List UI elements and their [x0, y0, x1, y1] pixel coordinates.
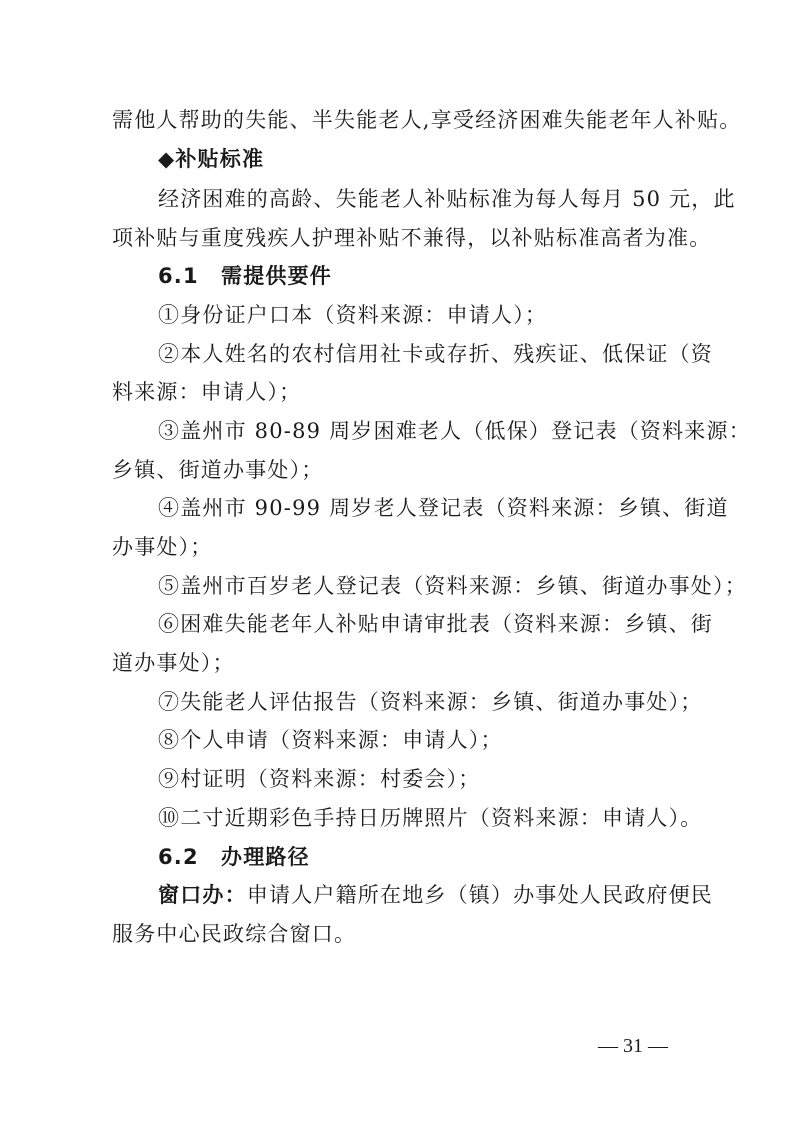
subsidy-standard-heading-text: 补贴标准 — [175, 147, 265, 171]
requirement-item-6-line-1: ⑥困难失能老年人补贴申请审批表（资料来源：乡镇、街 — [158, 612, 713, 636]
subsidy-paragraph-line-1: 经济困难的高龄、失能老人补贴标准为每人每月 50 元，此 — [158, 187, 736, 211]
requirement-item-5: ⑤盖州市百岁老人登记表（资料来源：乡镇、街道办事处）； — [158, 574, 747, 598]
paragraph-continuation: 需他人帮助的失能、半失能老人,享受经济困难失能老年人补贴。 — [112, 108, 742, 132]
requirement-item-9: ⑨村证明（资料来源：村委会）； — [158, 767, 481, 791]
requirement-item-4-line-2: 办事处）； — [112, 535, 213, 559]
subsidy-paragraph-line-2: 项补贴与重度残疾人护理补贴不兼得，以补贴标准高者为准。 — [112, 226, 712, 250]
requirement-item-6-line-2: 道办事处）； — [112, 651, 235, 675]
diamond-bullet-icon: ◆ — [158, 147, 176, 171]
window-service-text: 申请人户籍所在地乡（镇）办事处人民政府便民 — [246, 883, 714, 907]
requirement-item-3-line-1: ③盖州市 80-89 周岁困难老人（低保）登记表（资料来源： — [158, 419, 751, 443]
requirement-item-8: ⑧个人申请（资料来源：申请人）； — [158, 728, 503, 752]
requirement-item-4-line-1: ④盖州市 90-99 周岁老人登记表（资料来源：乡镇、街道 — [158, 496, 729, 520]
page-number: — 31 — — [598, 1035, 668, 1057]
requirement-item-2-line-1: ②本人姓名的农村信用社卡或存折、残疾证、低保证（资 — [158, 342, 713, 366]
requirement-item-7: ⑦失能老人评估报告（资料来源：乡镇、街道办事处）； — [158, 690, 703, 714]
section-6-2-heading: 6.2 办理路径 — [158, 845, 310, 869]
requirement-item-3-line-2: 乡镇、街道办事处）； — [112, 458, 324, 482]
requirement-item-2-line-2: 料来源：申请人）； — [112, 380, 302, 404]
window-service-line-2: 服务中心民政综合窗口。 — [112, 922, 357, 946]
window-service-label: 窗口办： — [158, 883, 247, 907]
requirement-item-10: ⑩二寸近期彩色手持日历牌照片（资料来源：申请人）。 — [158, 806, 703, 830]
subsidy-standard-heading — [158, 145, 682, 173]
window-service-line-1 — [158, 881, 714, 909]
section-6-1-heading: 6.1 需提供要件 — [158, 264, 333, 288]
requirement-item-1: ①身份证户口本（资料来源：申请人）； — [158, 303, 548, 327]
